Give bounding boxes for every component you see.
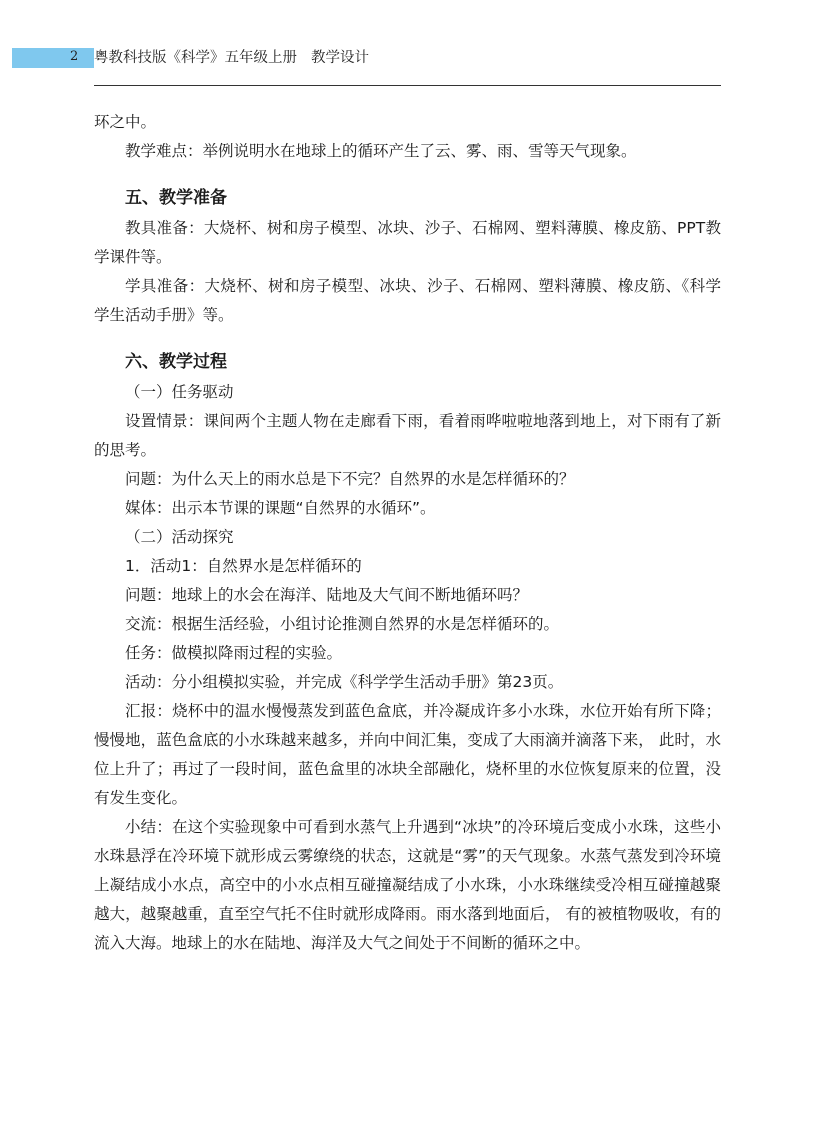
page-number: 2 xyxy=(70,49,79,64)
subheading-task-driven: （一）任务驱动 xyxy=(125,383,234,401)
summary-paragraph: 小结：在这个实验现象中可看到水蒸气上升遇到“冰块”的冷环境后变成小水珠，这些小水珠悬浮在冷环境下就形成云雾缭绕的状态，这就是“雾”的天气现象。水蒸气蒸发到冷环境上凝结成小水点，高空中的小水点相互碰撞凝结成了小水珠，小水珠继续受冷相互碰撞越聚越大，越聚越重，直至空气托不住时就形成降雨。雨水落到地面后， 有的被植物吸收，有的流入大海。地球上的水在陆地、海洋及大气之间处于不间断的循环之中。 xyxy=(94,818,721,952)
exchange-paragraph: 交流：根据生活经验，小组讨论推测自然界的水是怎样循环的。 xyxy=(125,615,560,633)
activity-question: 问题：地球上的水会在海洋、陆地及大气间不断地循环吗？ xyxy=(125,586,529,604)
report-paragraph: 汇报：烧杯中的温水慢慢蒸发到蓝色盒底，并冷凝成许多小水珠，水位开始有所下降；慢慢地，蓝色盒底的小水珠越来越多，并向中间汇集，变成了大雨滴并滴落下来， 此时，水位上升了；再过了一段时间，蓝色盒里的冰块全部融化，烧杯里的水位恢复原来的位置，没有发生变化。 xyxy=(94,702,721,807)
teaching-difficulty: 教学难点：举例说明水在地球上的循环产生了云、雾、雨、雪等天气现象。 xyxy=(125,142,637,160)
media-paragraph: 媒体：出示本节课的课题“自然界的水循环”。 xyxy=(125,499,436,517)
page-header xyxy=(0,0,816,90)
document-body xyxy=(94,108,721,958)
document-type: 教学设计 xyxy=(311,50,369,66)
continued-text: 环之中。 xyxy=(94,113,157,131)
activity-paragraph: 活动：分小组模拟实验，并完成《科学学生活动手册》第23页。 xyxy=(125,673,564,691)
scenario-paragraph: 设置情景：课间两个主题人物在走廊看下雨，看着雨哗啦啦地落到地上，对下雨有了新的思考。 xyxy=(94,412,721,459)
question-paragraph: 问题：为什么天上的雨水总是下不完？自然界的水是怎样循环的？ xyxy=(125,470,575,488)
header-divider xyxy=(94,85,721,86)
section-heading-process: 六、教学过程 xyxy=(125,352,227,372)
task-paragraph: 任务：做模拟降雨过程的实验。 xyxy=(125,644,343,662)
student-materials: 学具准备：大烧杯、树和房子模型、冰块、沙子、石棉网、塑料薄膜、橡皮筋、《科学学生活动手册》等。 xyxy=(94,277,721,324)
teacher-materials: 教具准备：大烧杯、树和房子模型、冰块、沙子、石棉网、塑料薄膜、橡皮筋、PPT教学课件等。 xyxy=(94,219,721,266)
activity-1-heading: 1．活动1：自然界水是怎样循环的 xyxy=(125,557,362,575)
subheading-activity-exploration: （二）活动探究 xyxy=(125,528,234,546)
book-title: 粤教科技版《科学》五年级上册 xyxy=(94,50,297,66)
section-heading-preparation: 五、教学准备 xyxy=(125,188,227,208)
